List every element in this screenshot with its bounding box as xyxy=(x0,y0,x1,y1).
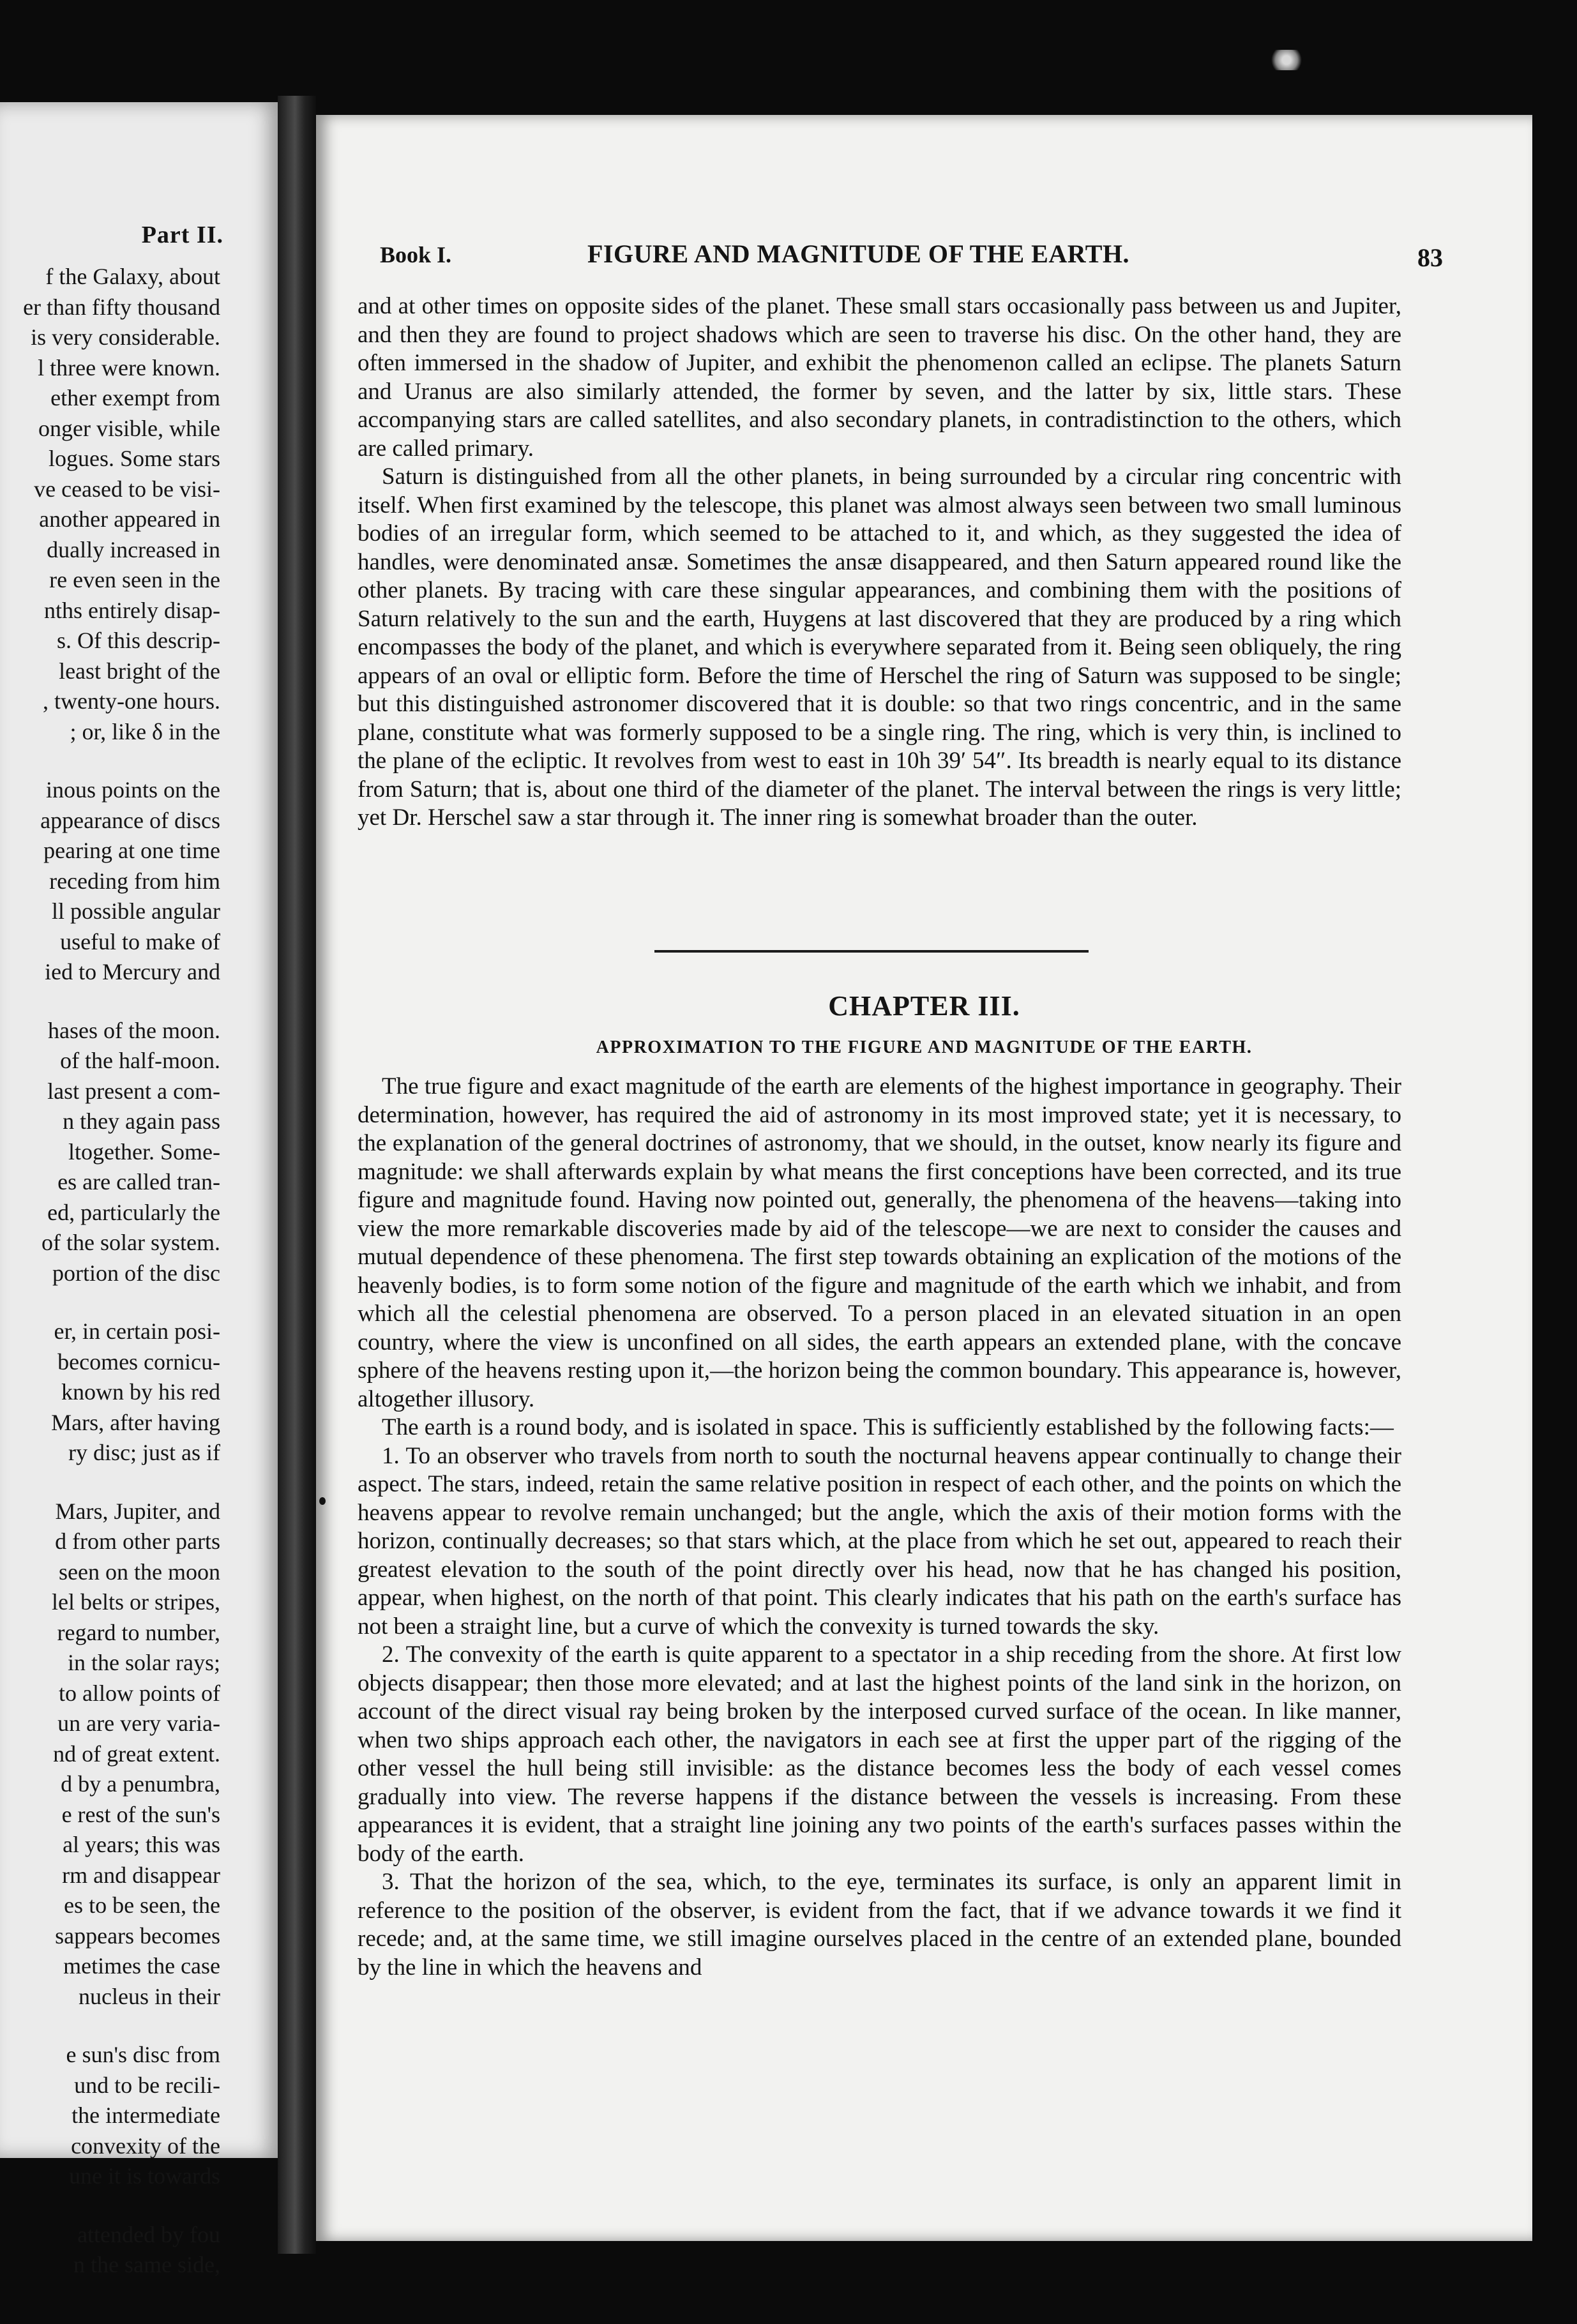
left-page-line: er, in certain posi- xyxy=(54,1318,220,1344)
book-gutter xyxy=(278,96,316,2254)
running-head-title: FIGURE AND MAGNITUDE OF THE EARTH. xyxy=(587,239,1130,268)
left-page-line: nths entirely disap- xyxy=(44,597,220,623)
paragraph: 1. To an observer who travels from north to south the nocturnal heavens appear continually to change their aspect. The stars, indeed, retain the same relative position in respect of each other, and the points on which the heavens appear to revolve remain unchanged; but the angle, which the axis of their motion forms with the horizon, continually decreases; so that stars which, at the place from which he set out, appeared to reach their greatest elevation to the south of the point directly over his head, now that he has changed his position, appear, when highest, on the north of that point. This clearly indicates that his path on the earth's surface has not been a straight line, but a curve of which the convexity is turned towards the sky. xyxy=(358,1442,1401,1640)
running-head xyxy=(380,241,1465,273)
left-page-line: of the solar system. xyxy=(42,1230,220,1255)
left-page-line: dually increased in xyxy=(47,536,220,562)
left-page-line: known by his red xyxy=(61,1379,220,1405)
left-page-line: least bright of the xyxy=(59,658,220,684)
left-page-line: rm and disappear xyxy=(62,1862,220,1888)
left-page-line: ve ceased to be visi- xyxy=(34,476,220,502)
left-page-line: l three were known. xyxy=(38,354,220,381)
left-page-line: d from other parts xyxy=(55,1528,220,1554)
paragraph: 3. That the horizon of the sea, which, to the eye, terminates its surface, is only an apparent limit in reference to the position of the observer, is evident from the fact, that if we advance towards it we find it recede; and, at the same time, we still imagine ourselves placed in the centre of an extended plane, bounded by the line in which the heavens and xyxy=(358,1869,1401,1981)
section-rule xyxy=(654,950,1089,953)
running-head-book: Book I. xyxy=(380,242,452,268)
left-page-line: the intermediate xyxy=(72,2102,220,2128)
left-page-line xyxy=(0,2192,220,2220)
paragraph: The earth is a round body, and is isolated in space. This is sufficiently established by the following facts:— xyxy=(382,1414,1394,1440)
left-page-line xyxy=(0,1288,220,1317)
left-page-line: n they again pass xyxy=(63,1108,220,1134)
left-page-line xyxy=(0,2012,220,2040)
left-page-line: nucleus in their xyxy=(79,1983,220,2009)
left-page-line: becomes cornicu- xyxy=(57,1348,220,1375)
left-page-line: sappears becomes xyxy=(55,1922,220,1949)
left-page-line: e sun's disc from xyxy=(66,2042,220,2067)
left-page-line: hases of the moon. xyxy=(48,1017,220,1043)
left-page-line: ltogether. Some- xyxy=(68,1138,220,1165)
left-page-line: attended by fou xyxy=(77,2221,220,2247)
left-page-header: Part II. xyxy=(141,222,223,248)
left-page-line: ied to Mercury and xyxy=(45,959,220,985)
left-page-line: une it is towards xyxy=(69,2163,220,2189)
paragraph: The true figure and exact magnitude of the earth are elements of the highest importance in geography. Their determination, however, has required the aid of astronomy in its most improved state; yet it is necessary, to the explanation of the general doctrines of astronomy, that we should, in the outset, know nearly its figure and magnitude: we shall afterwards explain by what means the first conceptions have been corrected, and its true figure and magnitude found. Having now pointed out, generally, the phenomena of the heavens—taking into view the more remarkable discoveries made by aid of the telescope—we are next to consider the causes and mutual dependence of these phenomena. The first step towards obtaining an explication of the motions of the heavenly bodies, is to form some notion of the figure and magnitude of the earth which we inhabit, and from which all the celestial phenomena are observed. To a person placed in an elevated situation in an open country, where the view is unconfined on all sides, the earth appears an extended plane, with the concave sphere of the heavens resting upon it,—the horizon being the common boundary. This appearance is, however, altogether illusory. xyxy=(358,1073,1401,1412)
left-page-line: ether exempt from xyxy=(50,385,220,411)
page-number: 83 xyxy=(1417,243,1443,272)
left-page-line: portion of the disc xyxy=(52,1260,220,1286)
left-page-line: ry disc; just as if xyxy=(68,1440,220,1465)
left-page-line: metimes the case xyxy=(63,1953,220,1979)
left-page-line: es to be seen, the xyxy=(64,1892,220,1918)
left-page-line: last present a com- xyxy=(47,1078,220,1104)
left-page-line: is very considerable. xyxy=(31,324,220,350)
left-page-line: pearing at one time xyxy=(43,838,220,863)
chapter-subtitle: APPROXIMATION TO THE FIGURE AND MAGNITUDE OF THE EARTH. xyxy=(596,1038,1253,1057)
margin-dot xyxy=(319,1497,326,1505)
left-page-line: seen on the moon xyxy=(59,1558,220,1585)
left-page-line: appearance of discs xyxy=(40,807,220,833)
left-page-line xyxy=(0,988,220,1016)
left-page-line: ll possible angular xyxy=(52,898,220,924)
left-page-line: re even seen in the xyxy=(49,567,220,592)
scan-speck xyxy=(1267,50,1306,70)
left-page xyxy=(0,102,281,2277)
left-page-line: regard to number, xyxy=(57,1619,220,1645)
left-page-text xyxy=(0,262,220,2281)
chapter-text xyxy=(358,1073,1401,1982)
left-page-line: nd of great extent. xyxy=(53,1740,220,1767)
left-page-line: convexity of the xyxy=(71,2132,220,2159)
right-page xyxy=(316,115,1532,2241)
top-text xyxy=(358,292,1401,833)
left-page-line: receding from him xyxy=(49,868,220,894)
left-page-line: n the same side, xyxy=(73,2252,220,2277)
left-page-line: logues. Some stars xyxy=(49,446,220,471)
left-page-line: to allow points of xyxy=(59,1680,220,1706)
left-page-line: lel belts or stripes, xyxy=(52,1589,220,1615)
left-page-line: of the half-moon. xyxy=(60,1048,220,1073)
left-page-line: un are very varia- xyxy=(57,1710,220,1736)
chapter-title: CHAPTER III. xyxy=(828,990,1020,1022)
left-page-line xyxy=(0,747,220,775)
left-page-line: ed, particularly the xyxy=(47,1199,220,1225)
left-page-line: e rest of the sun's xyxy=(61,1801,220,1827)
left-page-line: Mars, Jupiter, and xyxy=(55,1498,220,1524)
left-page-line: f the Galaxy, about xyxy=(45,264,220,289)
left-page-line: onger visible, while xyxy=(38,415,220,441)
left-page-line: s. Of this descrip- xyxy=(57,628,220,653)
left-page-line: in the solar rays; xyxy=(68,1650,220,1675)
left-page-line: Mars, after having xyxy=(51,1409,220,1435)
paragraph: and at other times on opposite sides of the planet. These small stars occasionally pass between us and Jupiter, and then they are found to project shadows which are seen to traverse his disc. On the other hand, they are often immersed in the shadow of Jupiter, and exhibit the phenomenon called an eclipse. The planets Saturn and Uranus are also similarly attended, the former by seven, and the latter by six, little stars. These accompanying stars are called satellites, and also secondary planets, in contradistinction to the others, which are called primary. xyxy=(358,293,1401,462)
left-page-line: und to be recili- xyxy=(74,2072,220,2098)
left-page-line: another appeared in xyxy=(39,506,220,532)
left-page-line: es are called tran- xyxy=(57,1169,220,1195)
left-page-line: ; or, like δ in the xyxy=(70,718,220,744)
left-page-line: al years; this was xyxy=(63,1832,220,1857)
left-page-line: , twenty-one hours. xyxy=(43,688,220,714)
left-page-line xyxy=(0,1468,220,1497)
left-page-line: inous points on the xyxy=(45,777,220,803)
paragraph: 2. The convexity of the earth is quite apparent to a spectator in a ship receding from the shore. At first low objects disappear; then those more elevated; and at last the highest points of the land sink in the horizon, on account of the direct visual ray being broken by the interposed curved surface of the ocean. In like manner, when two ships approach each other, the navigators in each see at first the upper part of the rigging of the other vessel the hull being still invisible: as the distance becomes less the body of each vessel comes gradually into view. The reverse happens if the distance between the vessels is increasing. From these appearances it is evident, that a straight line joining any two points of the earth's surfaces passes within the body of the earth. xyxy=(358,1641,1401,1867)
left-page-line: er than fifty thousand xyxy=(23,294,220,320)
left-page-line: d by a penumbra, xyxy=(61,1771,220,1797)
paragraph: Saturn is distinguished from all the other planets, in being surrounded by a circular ring concentric with itself. When first examined by the telescope, this planet was almost always seen between two small luminous bodies of an irregular form, which seemed to be attached to it, and which, as they suggested the idea of handles, were denominated ansæ. Sometimes the ansæ disappeared, and then Saturn appeared round like the other planets. By tracing with care these singular appearances, and combining them with the positions of Saturn relatively to the sun and the earth, Huygens at last discovered that they are produced by a ring which encompasses the body of the planet, and which is everywhere separated from it. Being seen obliquely, the ring appears of an oval or elliptic form. Before the time of Herschel the ring of Saturn was supposed to be single; but this distinguished astronomer discovered that it is double: so that two rings concentric, and in the same plane, constitute what was formerly supposed to be a single ring. The ring, which is very thin, is inclined to the plane of the ecliptic. It revolves from west to east in 10h 39′ 54″. Its breadth is nearly equal to its distance from Saturn; that is, about one third of the diameter of the planet. The interval between the rings is very little; yet Dr. Herschel saw a star through it. The inner ring is somewhat broader than the outer. xyxy=(358,464,1401,831)
left-page-line: useful to make of xyxy=(60,928,220,954)
